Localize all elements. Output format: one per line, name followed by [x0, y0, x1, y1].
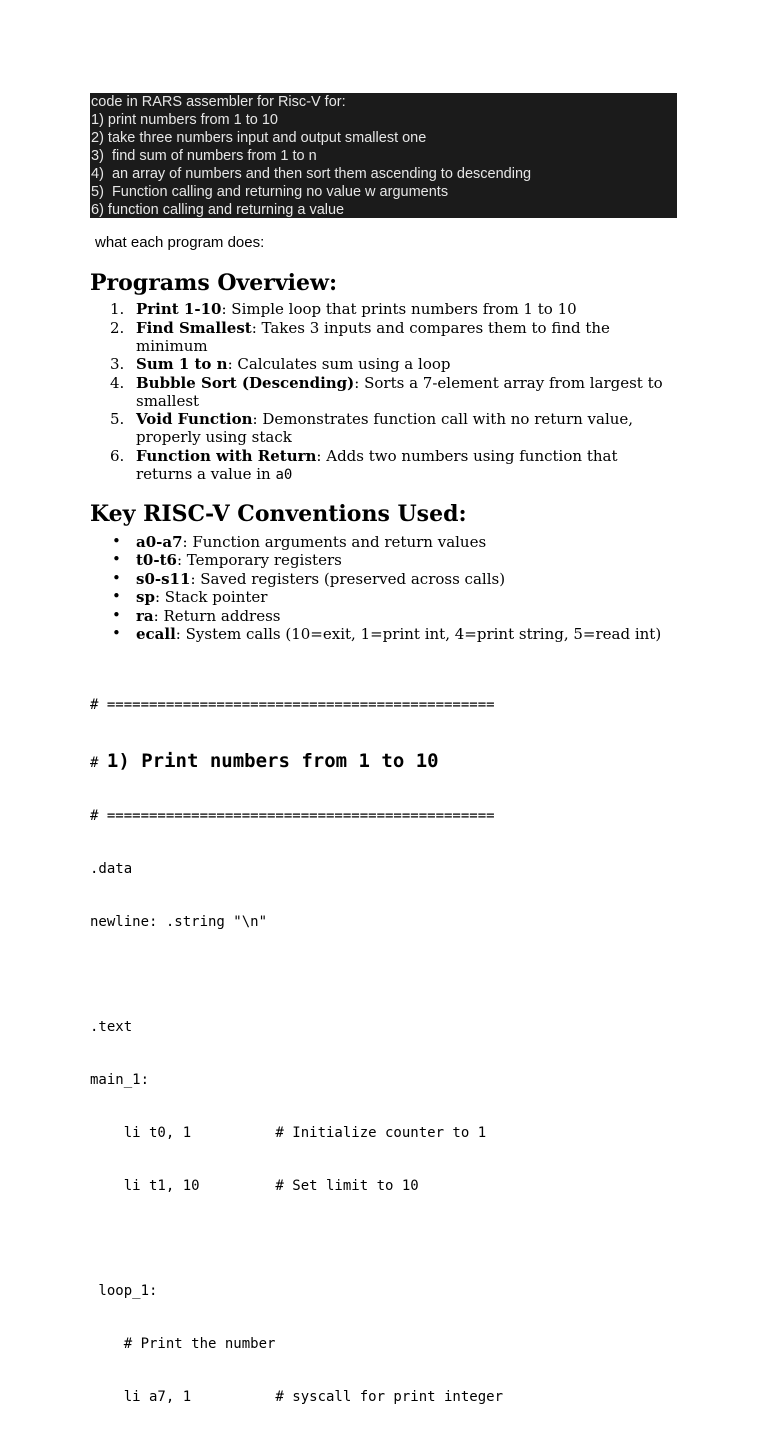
item-desc: : Return address [153, 606, 281, 625]
item-title: Find Smallest [136, 318, 252, 337]
item-title: sp [136, 588, 155, 606]
list-item [90, 374, 678, 410]
item-title: t0-t6 [136, 551, 177, 569]
item-desc: : Adds two numbers using function that returns a value in [136, 446, 618, 483]
bullet-icon: • [112, 624, 121, 642]
list-item [90, 410, 678, 446]
prompt-line: 3) find sum of numbers from 1 to n [91, 148, 317, 164]
item-number: 5. [110, 410, 125, 428]
item-title: a0-a7 [136, 532, 183, 551]
code-block [90, 662, 678, 1442]
item-title: s0-s11 [136, 569, 191, 588]
code-line: newline: .string "\n" [90, 913, 268, 930]
item-title: Function with Return [136, 446, 317, 465]
list-item [90, 625, 678, 643]
item-title: Void Function [136, 410, 253, 428]
prompt-line: 6) function calling and returning a value [91, 202, 345, 218]
item-desc: : Function arguments and return values [182, 532, 487, 551]
item-number: 6. [110, 446, 125, 465]
item-desc: : Sorts a 7-element array from largest to smallest [136, 373, 663, 410]
bullet-icon: • [112, 568, 121, 587]
item-title: ecall [136, 625, 176, 643]
list-item [90, 447, 678, 484]
prompt-line: code in RARS assembler for Risc-V for: [91, 94, 346, 110]
item-title: ra [136, 606, 154, 625]
bullet-icon: • [112, 550, 121, 568]
code-line: li t0, 1 # Initialize counter to 1 [90, 1124, 487, 1141]
code-line: li t1, 10 # Set limit to 10 [90, 1177, 419, 1194]
code-line: main_1: [90, 1072, 150, 1089]
prompt-line: 5) Function calling and returning no value w arguments [91, 184, 449, 200]
conventions-heading: Key RISC-V Conventions Used: [90, 500, 467, 527]
document-page [90, 93, 678, 1442]
item-number: 2. [110, 318, 125, 337]
code-line: .data [90, 860, 133, 877]
prompt-line: 2) take three numbers input and output smallest one [91, 130, 427, 146]
list-item [90, 607, 678, 625]
code-line: # Print the number [90, 1335, 276, 1352]
item-title: Print 1-10 [136, 300, 222, 318]
code-rule: # ============================================== [90, 808, 495, 825]
prompt-line: 4) an array of numbers and then sort them ascending to descending [91, 166, 532, 182]
code-heading-hash: # [90, 754, 99, 771]
code-line: li a7, 1 # syscall for print integer [90, 1388, 504, 1405]
list-item [90, 355, 678, 373]
overview-heading: Programs Overview: [90, 270, 338, 296]
bullet-icon: • [112, 587, 121, 605]
list-item [90, 319, 678, 355]
list-item [90, 533, 678, 551]
inline-code: a0 [275, 466, 293, 483]
code-line [90, 967, 678, 985]
intro-text: what each program does: [95, 234, 265, 251]
code-heading: 1) Print numbers from 1 to 10 [106, 749, 439, 772]
code-heading-line [90, 750, 678, 773]
conventions-list [90, 533, 678, 644]
item-number: 3. [110, 355, 125, 373]
list-item [90, 588, 678, 606]
item-desc: : Stack pointer [154, 588, 268, 606]
prompt-box [90, 93, 677, 218]
item-number: 1. [110, 300, 125, 318]
code-line: loop_1: [90, 1283, 158, 1300]
item-desc: : Demonstrates function call with no return value, properly using stack [136, 410, 634, 446]
item-desc: : Temporary registers [176, 551, 342, 569]
item-title: Sum 1 to n [136, 355, 228, 373]
code-line [90, 1230, 678, 1248]
item-desc: : Takes 3 inputs and compares them to find the minimum [136, 318, 610, 355]
item-desc: : System calls (10=exit, 1=print int, 4=print string, 5=read int) [175, 625, 662, 643]
list-item [90, 551, 678, 569]
list-item [90, 570, 678, 588]
bullet-icon: • [112, 605, 121, 624]
bullet-icon: • [112, 531, 121, 550]
item-title: Bubble Sort (Descending) [136, 373, 355, 392]
item-number: 4. [110, 373, 125, 392]
list-item [90, 300, 678, 318]
item-desc: : Calculates sum using a loop [227, 355, 451, 373]
item-desc: : Saved registers (preserved across calls) [190, 569, 506, 588]
code-line: .text [90, 1019, 133, 1036]
code-rule: # ============================================== [90, 697, 495, 714]
item-desc: : Simple loop that prints numbers from 1 to 10 [221, 300, 577, 318]
overview-list [90, 300, 678, 484]
prompt-line: 1) print numbers from 1 to 10 [91, 112, 278, 128]
